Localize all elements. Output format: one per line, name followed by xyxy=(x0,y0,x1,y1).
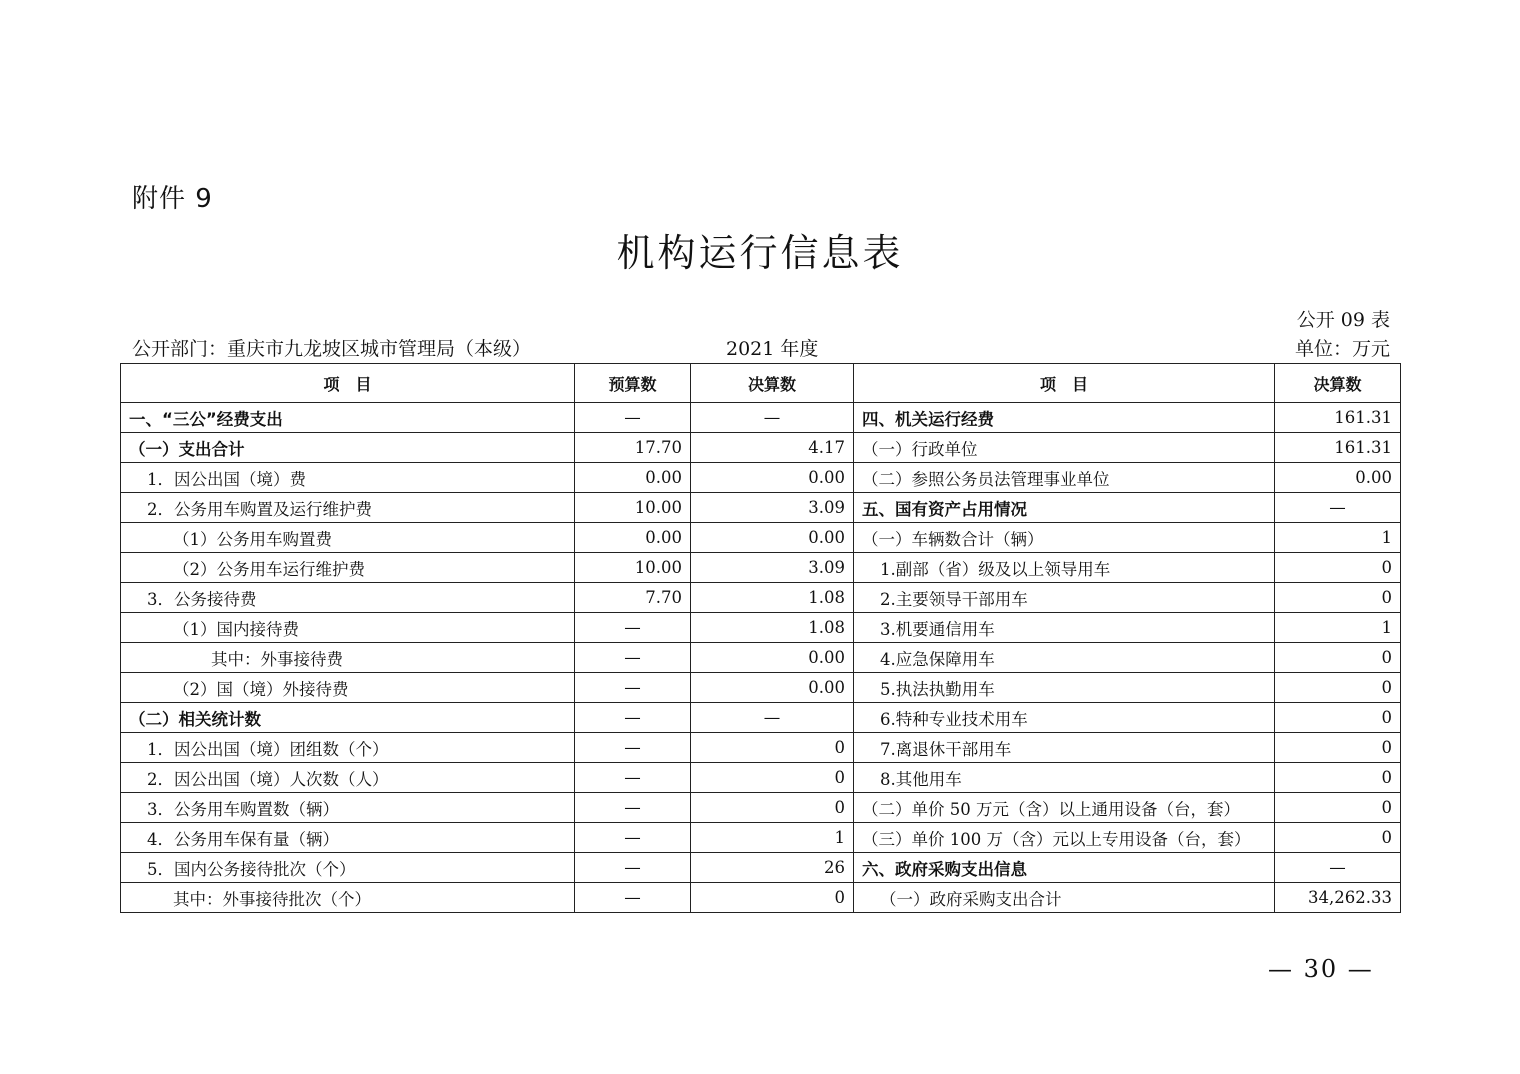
item-left: 一、“三公”经费支出 xyxy=(121,403,575,433)
budget-value: 10.00 xyxy=(575,493,691,523)
final-value-right: 34,262.33 xyxy=(1275,883,1401,913)
final-value-right: 0 xyxy=(1275,643,1401,673)
item-left: 2．因公出国（境）人次数（人） xyxy=(121,763,575,793)
item-left: 3．公务接待费 xyxy=(121,583,575,613)
final-value-right: 0.00 xyxy=(1275,463,1401,493)
table-row xyxy=(121,523,1401,553)
final-value-left: 0 xyxy=(691,763,854,793)
final-value-right: 0 xyxy=(1275,703,1401,733)
table-row xyxy=(121,493,1401,523)
item-left: 1．因公出国（境）费 xyxy=(121,463,575,493)
col-header-item-left: 项 目 xyxy=(121,364,575,403)
item-left: （1）国内接待费 xyxy=(121,613,575,643)
item-right: 3.机要通信用车 xyxy=(854,613,1275,643)
final-value-right: 0 xyxy=(1275,673,1401,703)
item-right: 2.主要领导干部用车 xyxy=(854,583,1275,613)
final-value-right: 1 xyxy=(1275,613,1401,643)
item-left: 4．公务用车保有量（辆） xyxy=(121,823,575,853)
item-right: （一）行政单位 xyxy=(854,433,1275,463)
col-header-item-right: 项 目 xyxy=(854,364,1275,403)
budget-value: — xyxy=(575,883,691,913)
item-left: （1）公务用车购置费 xyxy=(121,523,575,553)
final-value-left: 4.17 xyxy=(691,433,854,463)
final-value-left: 0.00 xyxy=(691,463,854,493)
table-row xyxy=(121,433,1401,463)
department-label: 公开部门：重庆市九龙坡区城市管理局（本级） xyxy=(132,338,532,360)
item-right: （一）车辆数合计（辆） xyxy=(854,523,1275,553)
col-header-final-right: 决算数 xyxy=(1275,364,1401,403)
year-label: 2021 年度 xyxy=(726,338,819,360)
table-row xyxy=(121,703,1401,733)
item-right: 四、机关运行经费 xyxy=(854,403,1275,433)
final-value-left: 0.00 xyxy=(691,523,854,553)
table-row xyxy=(121,853,1401,883)
info-table xyxy=(120,363,1401,913)
item-left: 5．国内公务接待批次（个） xyxy=(121,853,575,883)
final-value-left: — xyxy=(691,403,854,433)
item-left: 其中：外事接待批次（个） xyxy=(121,883,575,913)
final-value-right: — xyxy=(1275,853,1401,883)
item-left: 3．公务用车购置数（辆） xyxy=(121,793,575,823)
item-left: 其中：外事接待费 xyxy=(121,643,575,673)
item-left: （二）相关统计数 xyxy=(121,703,575,733)
table-row xyxy=(121,793,1401,823)
item-right: 五、国有资产占用情况 xyxy=(854,493,1275,523)
item-left: （2）国（境）外接待费 xyxy=(121,673,575,703)
final-value-right: 0 xyxy=(1275,583,1401,613)
item-left: （一）支出合计 xyxy=(121,433,575,463)
table-row xyxy=(121,823,1401,853)
item-right: （二）单价 50 万元（含）以上通用设备（台，套） xyxy=(854,793,1275,823)
table-header-row xyxy=(121,364,1401,403)
final-value-right: 0 xyxy=(1275,553,1401,583)
item-right: 5.执法执勤用车 xyxy=(854,673,1275,703)
final-value-left: — xyxy=(691,703,854,733)
page-title: 机构运行信息表 xyxy=(616,231,904,275)
item-right: 7.离退休干部用车 xyxy=(854,733,1275,763)
budget-value: 7.70 xyxy=(575,583,691,613)
budget-value: 0.00 xyxy=(575,463,691,493)
final-value-right: 161.31 xyxy=(1275,433,1401,463)
table-row xyxy=(121,583,1401,613)
final-value-right: 0 xyxy=(1275,733,1401,763)
budget-value: — xyxy=(575,853,691,883)
budget-value: — xyxy=(575,763,691,793)
attachment-label: 附件 9 xyxy=(132,184,213,214)
final-value-left: 1.08 xyxy=(691,613,854,643)
table-number: 公开 09 表 xyxy=(1296,309,1390,331)
table-row xyxy=(121,553,1401,583)
final-value-right: 0 xyxy=(1275,793,1401,823)
table-row xyxy=(121,883,1401,913)
budget-value: — xyxy=(575,613,691,643)
col-header-final-left: 决算数 xyxy=(691,364,854,403)
table-row xyxy=(121,643,1401,673)
item-right: 6.特种专业技术用车 xyxy=(854,703,1275,733)
col-header-budget: 预算数 xyxy=(575,364,691,403)
unit-label: 单位：万元 xyxy=(1294,338,1390,360)
table-row xyxy=(121,403,1401,433)
budget-value: — xyxy=(575,823,691,853)
item-right: （一）政府采购支出合计 xyxy=(854,883,1275,913)
final-value-left: 1.08 xyxy=(691,583,854,613)
item-right: （二）参照公务员法管理事业单位 xyxy=(854,463,1275,493)
final-value-left: 3.09 xyxy=(691,553,854,583)
table-row xyxy=(121,613,1401,643)
final-value-left: 0.00 xyxy=(691,643,854,673)
budget-value: — xyxy=(575,733,691,763)
budget-value: — xyxy=(575,403,691,433)
budget-value: — xyxy=(575,673,691,703)
table-row xyxy=(121,673,1401,703)
final-value-left: 0 xyxy=(691,883,854,913)
final-value-left: 0.00 xyxy=(691,673,854,703)
budget-value: 17.70 xyxy=(575,433,691,463)
item-right: 六、政府采购支出信息 xyxy=(854,853,1275,883)
final-value-right: 1 xyxy=(1275,523,1401,553)
meta-row xyxy=(132,334,1390,362)
final-value-left: 0 xyxy=(691,733,854,763)
budget-value: 0.00 xyxy=(575,523,691,553)
final-value-left: 0 xyxy=(691,793,854,823)
item-right: 8.其他用车 xyxy=(854,763,1275,793)
table-row xyxy=(121,733,1401,763)
item-left: （2）公务用车运行维护费 xyxy=(121,553,575,583)
final-value-right: — xyxy=(1275,493,1401,523)
final-value-left: 1 xyxy=(691,823,854,853)
final-value-right: 0 xyxy=(1275,763,1401,793)
page-number: — 30 — xyxy=(1268,955,1374,983)
item-right: 4.应急保障用车 xyxy=(854,643,1275,673)
final-value-left: 3.09 xyxy=(691,493,854,523)
budget-value: — xyxy=(575,643,691,673)
budget-value: — xyxy=(575,793,691,823)
final-value-right: 161.31 xyxy=(1275,403,1401,433)
final-value-right: 0 xyxy=(1275,823,1401,853)
table-row xyxy=(121,763,1401,793)
budget-value: — xyxy=(575,703,691,733)
item-left: 2．公务用车购置及运行维护费 xyxy=(121,493,575,523)
final-value-left: 26 xyxy=(691,853,854,883)
item-right: （三）单价 100 万（含）元以上专用设备（台，套） xyxy=(854,823,1275,853)
item-right: 1.副部（省）级及以上领导用车 xyxy=(854,553,1275,583)
budget-value: 10.00 xyxy=(575,553,691,583)
item-left: 1．因公出国（境）团组数（个） xyxy=(121,733,575,763)
table-row xyxy=(121,463,1401,493)
